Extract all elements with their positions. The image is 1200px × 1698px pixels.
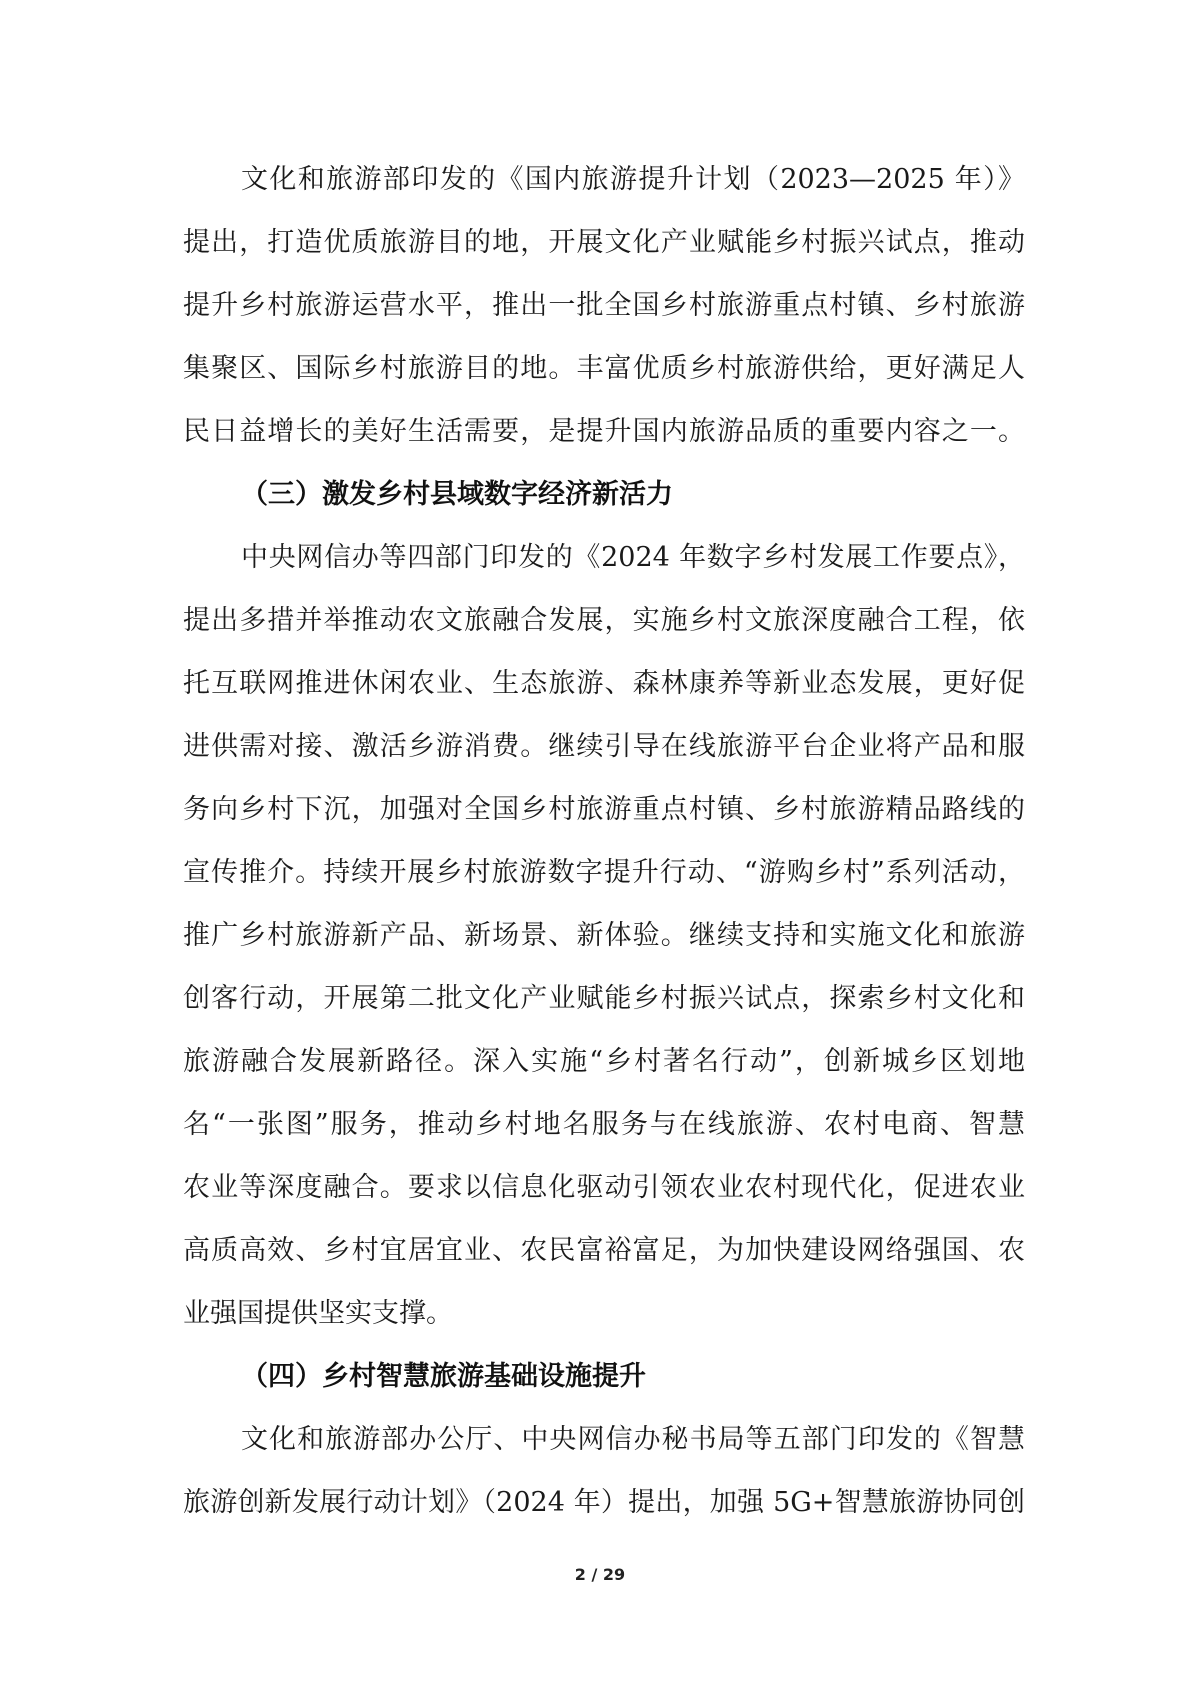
paragraph-2 (183, 526, 1025, 1345)
paragraph-line: 民日益增长的美好生活需要，是提升国内旅游品质的重要内容之一。 (183, 416, 1025, 447)
paragraph-line: 提升乡村旅游运营水平，推出一批全国乡村旅游重点村镇、乡村旅游 (183, 290, 1025, 321)
paragraph-line: 旅游创新发展行动计划》（2024 年）提出，加强 5G+智慧旅游协同创 (183, 1487, 1025, 1518)
paragraph-line: 中央网信办等四部门印发的《2024 年数字乡村发展工作要点》， (241, 542, 1025, 573)
paragraph-line: 农业等深度融合。要求以信息化驱动引领农业农村现代化，促进农业 (183, 1172, 1025, 1203)
paragraph-line: 提出多措并举推动农文旅融合发展，实施乡村文旅深度融合工程，依 (183, 605, 1025, 636)
paragraph-line: 名“一张图”服务，推动乡村地名服务与在线旅游、农村电商、智慧 (183, 1109, 1025, 1140)
paragraph-line: 旅游融合发展新路径。深入实施“乡村著名行动”，创新城乡区划地 (183, 1046, 1025, 1077)
paragraph-line: 宣传推介。持续开展乡村旅游数字提升行动、“游购乡村”系列活动， (183, 857, 1025, 888)
paragraph-line: 推广乡村旅游新产品、新场景、新体验。继续支持和实施文化和旅游 (183, 920, 1025, 951)
paragraph-3 (183, 1408, 1025, 1534)
section-heading-3: （三）激发乡村县域数字经济新活力 (241, 479, 673, 510)
section-heading-4: （四）乡村智慧旅游基础设施提升 (241, 1361, 646, 1392)
document-body (183, 148, 1025, 1534)
paragraph-line: 文化和旅游部办公厅、中央网信办秘书局等五部门印发的《智慧 (241, 1424, 1025, 1455)
paragraph-line: 创客行动，开展第二批文化产业赋能乡村振兴试点，探索乡村文化和 (183, 983, 1025, 1014)
paragraph-line: 文化和旅游部印发的《国内旅游提升计划（2023—2025 年）》 (241, 164, 1025, 195)
paragraph-line: 务向乡村下沉，加强对全国乡村旅游重点村镇、乡村旅游精品路线的 (183, 794, 1025, 825)
paragraph-1 (183, 148, 1025, 463)
paragraph-line: 托互联网推进休闲农业、生态旅游、森林康养等新业态发展，更好促 (183, 668, 1025, 699)
paragraph-line: 高质高效、乡村宜居宜业、农民富裕富足，为加快建设网络强国、农 (183, 1235, 1025, 1266)
paragraph-line: 提出，打造优质旅游目的地，开展文化产业赋能乡村振兴试点，推动 (183, 227, 1025, 258)
page-number: 2 / 29 (574, 1565, 626, 1584)
paragraph-line: 业强国提供坚实支撑。 (183, 1298, 453, 1329)
paragraph-line: 进供需对接、激活乡游消费。继续引导在线旅游平台企业将产品和服 (183, 731, 1025, 762)
paragraph-line: 集聚区、国际乡村旅游目的地。丰富优质乡村旅游供给，更好满足人 (183, 353, 1025, 384)
